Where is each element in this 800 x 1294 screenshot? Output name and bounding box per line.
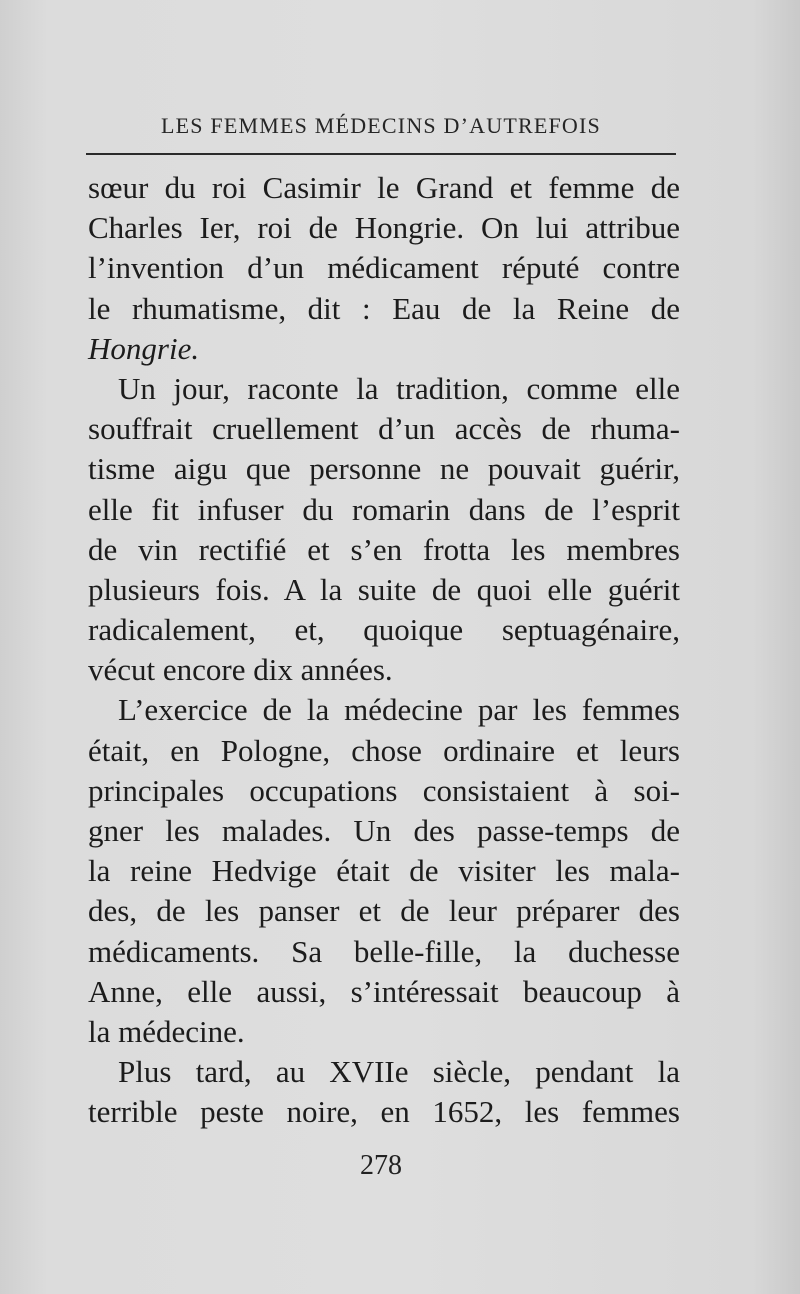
text-line: médicaments. Sa belle-fille, la duchesse bbox=[88, 933, 680, 969]
text-line: elle fit infuser du romarin dans de l’esprit bbox=[88, 491, 680, 527]
text-line: sœur du roi Casimir le Grand et femme de bbox=[88, 170, 680, 205]
text-line: des, de les panser et de leur préparer des bbox=[88, 893, 680, 929]
text-line: vécut encore dix années. bbox=[88, 652, 393, 688]
text-line: Un jour, raconte la tradition, comme elle bbox=[118, 370, 680, 406]
body-text bbox=[88, 168, 680, 1133]
page-number: 278 bbox=[360, 1150, 402, 1181]
text-line: la reine Hedvige était de visiter les mala- bbox=[88, 853, 680, 889]
text-line: plusieurs fois. A la suite de quoi elle guérit bbox=[88, 571, 680, 607]
text-line: l’invention d’un médicament réputé contre bbox=[88, 250, 680, 286]
text-line: L’exercice de la médecine par les femmes bbox=[118, 692, 680, 728]
text-line: radicalement, et, quoique septuagénaire, bbox=[88, 612, 680, 648]
text-line: le rhumatisme, dit : Eau de la Reine de bbox=[88, 290, 680, 326]
text-line: de vin rectifié et s’en frotta les membres bbox=[88, 531, 680, 567]
text-line: souffrait cruellement d’un accès de rhuma- bbox=[88, 411, 680, 447]
text-line: était, en Pologne, chose ordinaire et leurs bbox=[88, 732, 680, 768]
text-line: terrible peste noire, en 1652, les femmes bbox=[88, 1094, 680, 1130]
text-line: Hongrie. bbox=[88, 330, 200, 366]
text-line: Charles Ier, roi de Hongrie. On lui attribue bbox=[88, 210, 680, 246]
header-rule bbox=[86, 153, 676, 155]
text-line: principales occupations consistaient à soi- bbox=[88, 772, 680, 808]
running-head: LES FEMMES MÉDECINS D’AUTREFOIS bbox=[161, 113, 601, 138]
text-line: tisme aigu que personne ne pouvait guérir, bbox=[88, 451, 680, 487]
text-line: Plus tard, au XVIIe siècle, pendant la bbox=[118, 1054, 680, 1090]
text-line: gner les malades. Un des passe-temps de bbox=[88, 813, 680, 848]
text-line: Anne, elle aussi, s’intéressait beaucoup à bbox=[88, 973, 680, 1009]
text-line: la médecine. bbox=[88, 1013, 245, 1049]
